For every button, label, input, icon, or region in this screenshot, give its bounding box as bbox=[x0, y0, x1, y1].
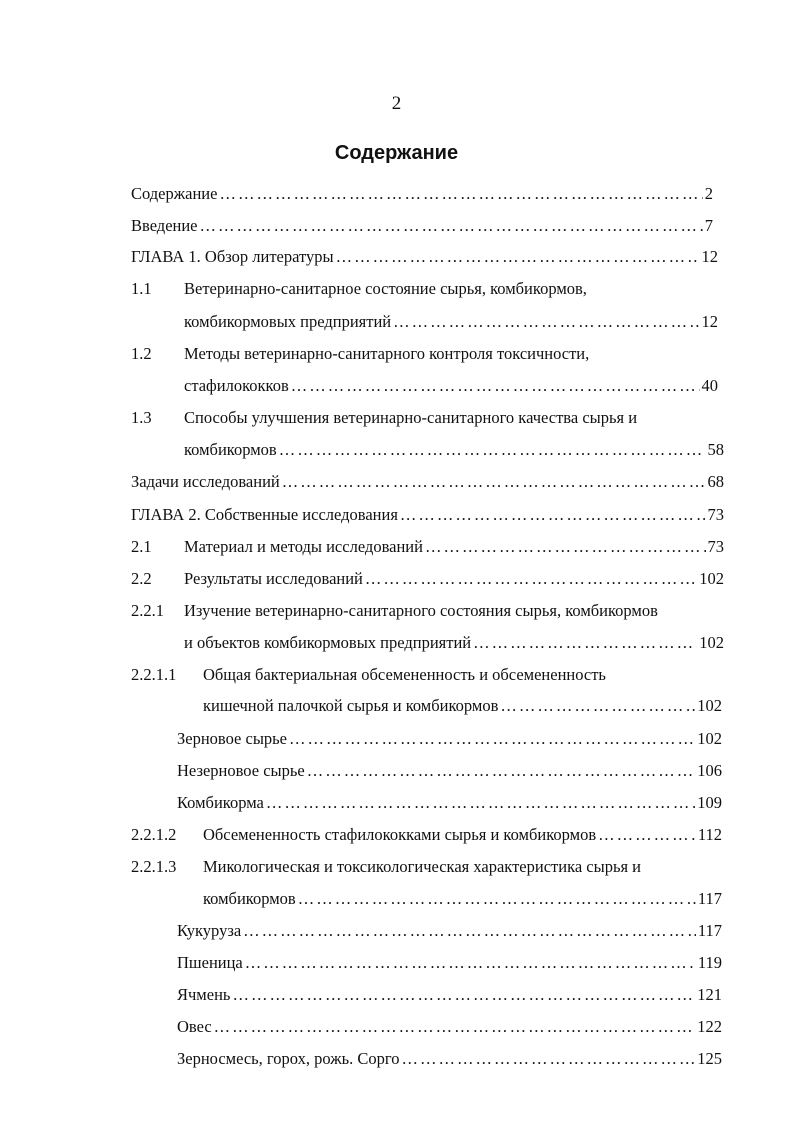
dot-leader bbox=[245, 950, 696, 976]
toc-entry-2-1 bbox=[184, 534, 724, 560]
toc-entry-page: 12 bbox=[701, 247, 718, 266]
toc-entry-text: Ветеринарно-санитарное состояние сырья, комбикормов, bbox=[184, 279, 587, 298]
toc-entry-text: Зерновое сырье bbox=[177, 729, 288, 748]
toc-entry-text: Незерновое сырье bbox=[177, 761, 305, 780]
toc-entry-page: 2 bbox=[704, 184, 713, 203]
toc-entry-number: 1.1 bbox=[131, 279, 152, 298]
toc-entry-page: 102 bbox=[699, 633, 724, 652]
toc-entry-text: Задачи исследований bbox=[131, 472, 280, 491]
dot-leader bbox=[500, 693, 695, 719]
toc-entry-text: комбикормов bbox=[203, 889, 296, 908]
toc-entry-chapter-2 bbox=[131, 502, 724, 528]
toc-entry-text: ГЛАВА 1. Обзор литературы bbox=[131, 247, 334, 266]
toc-entry-text: комбикормовых предприятий bbox=[184, 312, 392, 331]
toc-entry-page: 7 bbox=[704, 216, 713, 235]
toc-entry-text: Содержание bbox=[131, 184, 218, 203]
toc-entry-page: 40 bbox=[701, 376, 718, 395]
dot-leader bbox=[336, 244, 700, 270]
toc-entry-barley bbox=[177, 982, 722, 1008]
toc-entry-page: 68 bbox=[707, 472, 724, 491]
page-title: Содержание bbox=[334, 142, 459, 164]
toc-entry-page: 73 bbox=[707, 537, 724, 556]
toc-entry-text: стафилококков bbox=[184, 376, 289, 395]
toc-entry-text: Изучение ветеринарно-санитарного состояния сырья, комбикормов bbox=[184, 601, 658, 620]
toc-entry-text: Способы улучшения ветеринарно-санитарного качества сырья и bbox=[184, 408, 638, 427]
dot-leader bbox=[598, 822, 696, 848]
toc-entry-page: 121 bbox=[697, 985, 722, 1004]
dot-leader bbox=[200, 213, 703, 239]
dot-leader bbox=[219, 181, 702, 207]
dot-leader bbox=[266, 790, 695, 816]
toc-entry-text: и объектов комбикормовых предприятий bbox=[184, 633, 472, 652]
toc-entry-page: 125 bbox=[697, 1049, 722, 1068]
toc-entry-1-2 bbox=[184, 373, 718, 399]
toc-entry-page: 117 bbox=[697, 889, 722, 908]
dot-leader bbox=[232, 982, 695, 1008]
toc-entry-1-1 bbox=[184, 309, 718, 335]
toc-entry-2-2-1 bbox=[184, 630, 724, 656]
toc-entry-text: Микологическая и токсикологическая характеристика сырья и bbox=[203, 857, 642, 876]
toc-entry-page: 102 bbox=[697, 696, 722, 715]
toc-entry-page: 73 bbox=[707, 505, 724, 524]
toc-entry-page: 117 bbox=[697, 921, 722, 940]
toc-entry-grain-mix bbox=[177, 1046, 722, 1072]
toc-entry-oats bbox=[177, 1014, 722, 1040]
toc-entry-text: Обсемененность стафилококками сырья и комбикормов bbox=[203, 825, 597, 844]
toc-entry-non-grain-raw bbox=[177, 758, 722, 784]
dot-leader bbox=[282, 469, 706, 495]
toc-entry-text: Методы ветеринарно-санитарного контроля токсичности, bbox=[184, 344, 590, 363]
dot-leader bbox=[400, 502, 706, 528]
dot-leader bbox=[214, 1014, 696, 1040]
dot-leader bbox=[298, 886, 696, 912]
dot-leader bbox=[289, 726, 695, 752]
toc-entry-text: Общая бактериальная обсемененность и обсемененность bbox=[203, 665, 606, 684]
page-number: 2 bbox=[391, 93, 402, 114]
toc-entry-1-3 bbox=[184, 437, 724, 463]
toc-entry-text: Ячмень bbox=[177, 985, 231, 1004]
dot-leader bbox=[279, 437, 706, 463]
toc-entry-text: Овес bbox=[177, 1017, 212, 1036]
dot-leader bbox=[402, 1046, 696, 1072]
toc-entry-page: 102 bbox=[697, 729, 722, 748]
toc-entry-2-2-1-2 bbox=[203, 822, 722, 848]
toc-entry-number: 1.2 bbox=[131, 344, 152, 363]
dot-leader bbox=[365, 566, 697, 592]
toc-entry-page: 58 bbox=[707, 440, 724, 459]
toc-entry-2-2-1-1 bbox=[203, 693, 722, 719]
toc-entry-number: 2.2.1 bbox=[131, 601, 164, 620]
toc-entry-text: Комбикорма bbox=[177, 793, 264, 812]
toc-entry-text: Материал и методы исследований bbox=[184, 537, 423, 556]
toc-entry-text: Кукуруза bbox=[177, 921, 242, 940]
toc-entry-grain-raw bbox=[177, 726, 722, 752]
dot-leader bbox=[473, 630, 697, 656]
toc-entry-page: 109 bbox=[697, 793, 722, 812]
dot-leader bbox=[425, 534, 706, 560]
toc-entry-number: 2.1 bbox=[131, 537, 152, 556]
toc-entry-text: Введение bbox=[131, 216, 198, 235]
toc-entry-2-2 bbox=[184, 566, 724, 592]
toc-entry-text: кишечной палочкой сырья и комбикормов bbox=[203, 696, 499, 715]
toc-entry-text: Пшеница bbox=[177, 953, 243, 972]
toc-entry-page: 106 bbox=[697, 761, 722, 780]
toc-entry-chapter-1 bbox=[131, 244, 718, 270]
toc-entry-compound-feeds bbox=[177, 790, 722, 816]
toc-entry-page: 119 bbox=[697, 953, 722, 972]
toc-entry-contents bbox=[131, 181, 713, 207]
toc-entry-2-2-1-3 bbox=[203, 886, 722, 912]
toc-entry-text: ГЛАВА 2. Собственные исследования bbox=[131, 505, 398, 524]
toc-entry-number: 2.2.1.3 bbox=[131, 857, 177, 876]
toc-entry-number: 1.3 bbox=[131, 408, 152, 427]
toc-entry-number: 2.2.1.1 bbox=[131, 665, 177, 684]
toc-entry-text: Зерносмесь, горох, рожь. Сорго bbox=[177, 1049, 400, 1068]
dot-leader bbox=[307, 758, 696, 784]
toc-entry-number: 2.2 bbox=[131, 569, 152, 588]
dot-leader bbox=[243, 918, 696, 944]
toc-entry-page: 122 bbox=[697, 1017, 722, 1036]
toc-entry-page: 102 bbox=[699, 569, 724, 588]
dot-leader bbox=[393, 309, 699, 335]
dot-leader bbox=[291, 373, 700, 399]
toc-entry-research-tasks bbox=[131, 469, 724, 495]
toc-entry-introduction bbox=[131, 213, 713, 239]
toc-entry-wheat bbox=[177, 950, 722, 976]
toc-entry-corn bbox=[177, 918, 722, 944]
toc-entry-text: комбикормов bbox=[184, 440, 277, 459]
toc-entry-number: 2.2.1.2 bbox=[131, 825, 177, 844]
toc-entry-text: Результаты исследований bbox=[184, 569, 363, 588]
toc-entry-page: 12 bbox=[701, 312, 718, 331]
toc-entry-page: 112 bbox=[697, 825, 722, 844]
